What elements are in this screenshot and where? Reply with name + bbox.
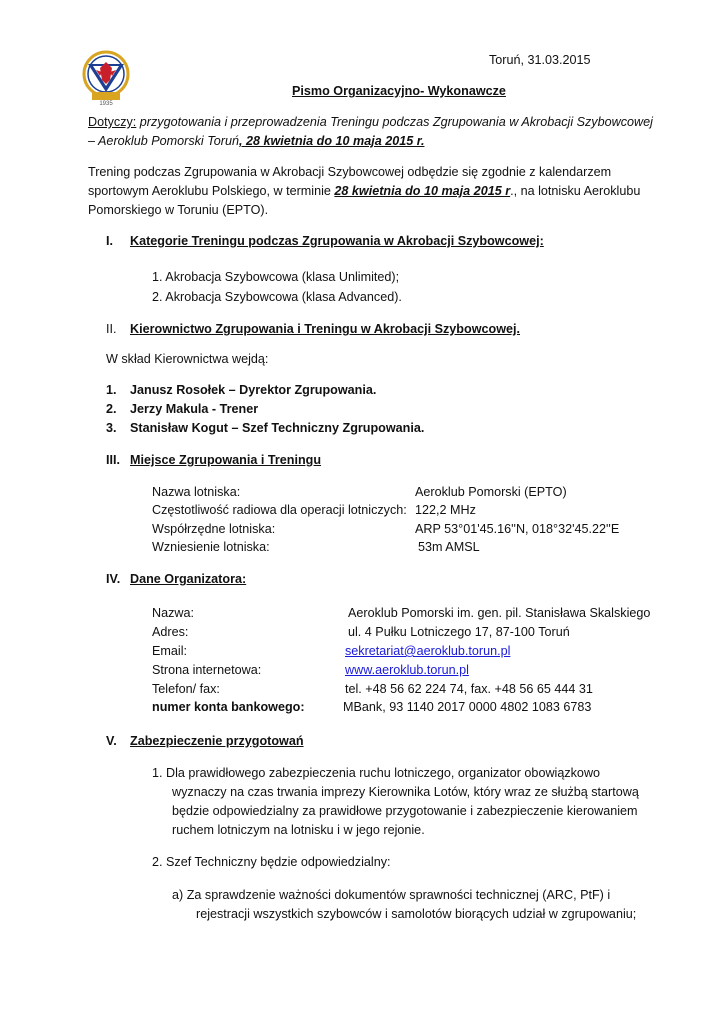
website-link[interactable]: www.aeroklub.torun.pl bbox=[345, 663, 469, 677]
page-title: Pismo Organizacyjno- Wykonawcze bbox=[292, 84, 506, 98]
section-4-heading: Dane Organizatora: bbox=[130, 572, 247, 586]
airfield-label: Współrzędne lotniska: bbox=[152, 522, 276, 536]
airfield-label: Nazwa lotniska: bbox=[152, 485, 241, 499]
organizer-label: numer konta bankowego: bbox=[152, 700, 305, 714]
paragraph-line: 1. Dla prawidłowego zabezpieczenia ruchu lotniczego, organizator obowiązkowo bbox=[152, 766, 601, 780]
intro-text-c: ., na lotnisku Aeroklubu bbox=[510, 184, 641, 198]
airfield-value: Aeroklub Pomorski (EPTO) bbox=[415, 485, 567, 499]
leader-item: Janusz Rosołek – Dyrektor Zgrupowania. bbox=[130, 383, 377, 397]
subject-line-2 bbox=[88, 134, 424, 148]
section-3-number: III. bbox=[106, 453, 120, 467]
airfield-label: Częstotliwość radiowa dla operacji lotniczych: bbox=[152, 503, 407, 517]
section-1-number: I. bbox=[106, 234, 113, 248]
organizer-label: Nazwa: bbox=[152, 606, 194, 620]
leader-number: 3. bbox=[106, 421, 117, 435]
paragraph-line: rejestracji wszystkich szybowców i samolotów biorących udział w zgrupowaniu; bbox=[196, 907, 637, 921]
intro-text-a: sportowym Aeroklubu Polskiego, w terminie bbox=[88, 184, 335, 198]
paragraph-line: a) Za sprawdzenie ważności dokumentów sprawności technicznej (ARC, PtF) i bbox=[172, 888, 611, 902]
section-1-heading: Kategorie Treningu podczas Zgrupowania w Akrobacji Szybowcowej: bbox=[130, 234, 544, 248]
intro-line-1: Trening podczas Zgrupowania w Akrobacji Szybowcowej odbędzie się zgodnie z kalendarzem bbox=[88, 165, 612, 179]
section-5-heading: Zabezpieczenie przygotowań bbox=[130, 734, 304, 748]
leader-item: Stanisław Kogut – Szef Techniczny Zgrupowania. bbox=[130, 421, 425, 435]
paragraph-line: ruchem lotniczym na lotnisku i w jego rejonie. bbox=[172, 823, 425, 837]
subject-text: przygotowania i przeprowadzenia Treningu podczas Zgrupowania w Akrobacji Szybowcowej bbox=[139, 115, 653, 129]
organizer-value: ul. 4 Pułku Lotniczego 17, 87-100 Toruń bbox=[348, 625, 570, 639]
organizer-label: Adres: bbox=[152, 625, 189, 639]
leader-number: 2. bbox=[106, 402, 117, 416]
airfield-value: 53m AMSL bbox=[418, 540, 480, 554]
paragraph-line: 2. Szef Techniczny będzie odpowiedzialny: bbox=[152, 855, 391, 869]
intro-line-3: Pomorskiego w Toruniu (EPTO). bbox=[88, 203, 269, 217]
section-3-heading: Miejsce Zgrupowania i Treningu bbox=[130, 453, 322, 467]
place-date: Toruń, 31.03.2015 bbox=[489, 53, 591, 67]
airfield-label: Wzniesienie lotniska: bbox=[152, 540, 270, 554]
section-2-heading: Kierownictwo Zgrupowania i Treningu w Akrobacji Szybowcowej. bbox=[130, 322, 520, 336]
airfield-value: 122,2 MHz bbox=[415, 503, 476, 517]
paragraph-line: będzie odpowiedzialny za prawidłowe przygotowanie i zabezpieczenie kierowaniem bbox=[172, 804, 638, 818]
section-1-item: 1. Akrobacja Szybowcowa (klasa Unlimited); bbox=[152, 270, 400, 284]
subject-dates: , 28 kwietnia do 10 maja 2015 r. bbox=[238, 134, 425, 148]
organizer-value: tel. +48 56 62 224 74, fax. +48 56 65 444 31 bbox=[345, 682, 593, 696]
organizer-value: MBank, 93 1140 2017 0000 4802 1083 6783 bbox=[343, 700, 592, 714]
organizer-label: Telefon/ fax: bbox=[152, 682, 220, 696]
section-2-intro: W skład Kierownictwa wejdą: bbox=[106, 352, 269, 366]
organizer-label: Email: bbox=[152, 644, 187, 658]
organizer-value: Aeroklub Pomorski im. gen. pil. Stanisława Skalskiego bbox=[348, 606, 651, 620]
section-2-number: II. bbox=[106, 322, 117, 336]
subject-label: Dotyczy: bbox=[88, 115, 137, 129]
airfield-value: ARP 53°01'45.16''N, 018°32'45.22''E bbox=[415, 522, 620, 536]
leader-item: Jerzy Makula - Trener bbox=[130, 402, 259, 416]
organizer-label: Strona internetowa: bbox=[152, 663, 262, 677]
email-link[interactable]: sekretariat@aeroklub.torun.pl bbox=[345, 644, 511, 658]
svg-text:1935: 1935 bbox=[99, 101, 113, 106]
section-4-number: IV. bbox=[106, 572, 121, 586]
subject-line-1 bbox=[88, 115, 653, 129]
aeroklub-logo-icon bbox=[82, 50, 130, 106]
intro-dates: 28 kwietnia do 10 maja 2015 r bbox=[334, 184, 511, 198]
paragraph-line: wyznaczy na czas trwania imprezy Kierownika Lotów, który wraz ze służbą startową bbox=[172, 785, 639, 799]
subject-org: – Aeroklub Pomorski Toruń bbox=[88, 134, 239, 148]
section-1-item: 2. Akrobacja Szybowcowa (klasa Advanced). bbox=[152, 290, 402, 304]
leader-number: 1. bbox=[106, 383, 117, 397]
section-5-number: V. bbox=[106, 734, 117, 748]
intro-line-2 bbox=[88, 184, 640, 198]
